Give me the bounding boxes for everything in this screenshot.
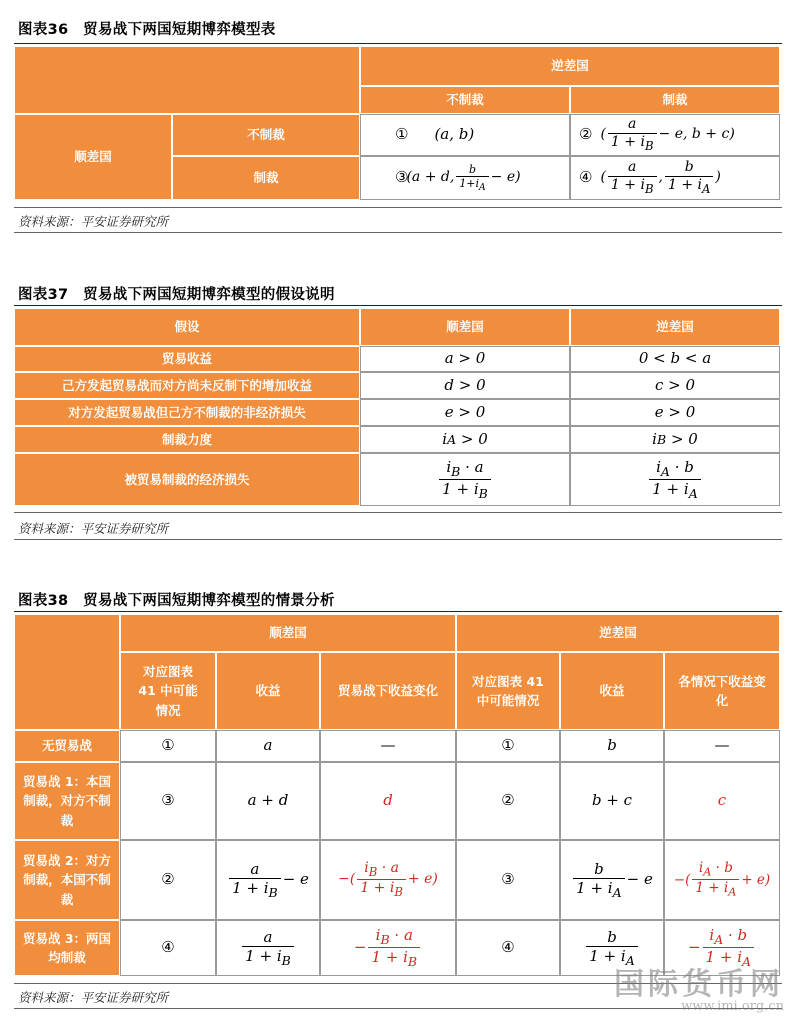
fig36-col-group: 逆差国 xyxy=(360,46,780,86)
fig38-change: −( $\frac{i_B \cdot a}{1 + i_B}$ + e) xyxy=(320,840,456,920)
fig38-sub-case: 对应图表 41 中可能情况 xyxy=(120,652,216,730)
fig36-source-rule xyxy=(14,232,782,233)
fig37-title: 图表37 贸易战下两国短期博弈模型的假设说明 xyxy=(18,287,335,303)
fig36-top-rule xyxy=(14,43,782,44)
fig38-row-label: 贸易战 1：本国制裁，对方不制裁 xyxy=(14,762,120,840)
fig37-row-label: 制裁力度 xyxy=(14,426,360,453)
watermark-url: www.imi.org.cn xyxy=(681,999,784,1014)
fig37-row-label: 贸易收益 xyxy=(14,346,360,372)
fig37-surplus-value: a > 0 xyxy=(360,346,570,372)
fig38-row-label: 贸易战 2：对方制裁，本国不制裁 xyxy=(14,840,120,920)
fig36-col-yes: 制裁 xyxy=(570,86,780,114)
fig37-top-rule xyxy=(14,305,782,306)
fig36-row-group: 顺差国 xyxy=(14,114,172,200)
fig37-bottom-rule xyxy=(14,512,782,513)
fig38-case: ② xyxy=(456,762,560,840)
fig37-row-label: 己方发起贸易战而对方尚未反制下的增加收益 xyxy=(14,372,360,399)
fig36-cell-12 xyxy=(570,114,780,156)
fig36-corner xyxy=(14,46,360,114)
fig38-gain: $\frac{a}{1 + i_B}$ xyxy=(216,920,320,976)
fig38-case: ③ xyxy=(120,762,216,840)
fig38-change: −( $\frac{i_A \cdot b}{1 + i_A}$ + e) xyxy=(664,840,780,920)
fig37-deficit-value: i B > 0 xyxy=(570,426,780,453)
fig38-sub-gain: 收益 xyxy=(560,652,664,730)
fig37-header-surplus: 顺差国 xyxy=(360,308,570,346)
fig38-change: c xyxy=(664,762,780,840)
fig38-gain: $\frac{b}{1 + i_A}$ xyxy=(560,920,664,976)
fig38-sub-change: 各情况下收益变化 xyxy=(664,652,780,730)
fig37-source-rule xyxy=(14,539,782,540)
fig36-title: 图表36 贸易战下两国短期博弈模型表 xyxy=(18,22,276,38)
fig37-header-deficit: 逆差国 xyxy=(570,308,780,346)
fig37-source: 资料来源：平安证券研究所 xyxy=(18,521,169,536)
fig38-group-deficit: 逆差国 xyxy=(456,614,780,652)
payoff-expr: ( $\frac{a}{1 + i_B}$ − e, b + c) xyxy=(600,116,735,153)
fig37-row-label: 被贸易制裁的经济损失 xyxy=(14,453,360,506)
fig37-row-label: 对方发起贸易战但己方不制裁的非经济损失 xyxy=(14,399,360,426)
fig37-deficit-value: 0 < b < a xyxy=(570,346,780,372)
fig38-case: ③ xyxy=(456,840,560,920)
fig38-group-surplus: 顺差国 xyxy=(120,614,456,652)
fig38-gain: a xyxy=(216,730,320,762)
fig38-change: d xyxy=(320,762,456,840)
fig38-title: 图表38 贸易战下两国短期博弈模型的情景分析 xyxy=(18,593,335,609)
fig38-gain: b xyxy=(560,730,664,762)
watermark-text: 国际货币网 xyxy=(614,967,784,1002)
fig36-cell-22 xyxy=(570,156,780,200)
watermark xyxy=(614,959,784,1014)
fig37-deficit-value: c > 0 xyxy=(570,372,780,399)
fig37-surplus-value: d > 0 xyxy=(360,372,570,399)
case-number: ② xyxy=(579,125,593,144)
case-number: ③ xyxy=(395,168,409,187)
fig38-change: — xyxy=(664,730,780,762)
payoff-expr: (a + d, $\frac{b}{1+i_A}$ − e) xyxy=(406,162,521,193)
fig38-corner xyxy=(14,614,120,730)
fig38-case: ① xyxy=(456,730,560,762)
fig36-cell-11 xyxy=(360,114,570,156)
fig37-surplus-value: $\frac{i_B \cdot a}{1 + i_B}$ xyxy=(360,453,570,506)
fig38-sub-change: 贸易战下收益变化 xyxy=(320,652,456,730)
fig37-surplus-value: i A > 0 xyxy=(360,426,570,453)
fig38-gain: $\frac{a}{1 + i_B}$ − e xyxy=(216,840,320,920)
fig38-source: 资料来源：平安证券研究所 xyxy=(18,990,169,1005)
fig38-change: — xyxy=(320,730,456,762)
fig36-col-no: 不制裁 xyxy=(360,86,570,114)
fig38-row-label: 贸易战 3：两国均制裁 xyxy=(14,920,120,976)
fig36-row-no: 不制裁 xyxy=(172,114,360,156)
fig38-top-rule xyxy=(14,611,782,612)
fig37-deficit-value: e > 0 xyxy=(570,399,780,426)
case-number: ④ xyxy=(579,168,593,187)
fig38-case: ① xyxy=(120,730,216,762)
fig37-deficit-value: $\frac{i_A \cdot b}{1 + i_A}$ xyxy=(570,453,780,506)
fig38-gain: b + c xyxy=(560,762,664,840)
payoff-expr: ( $\frac{a}{1 + i_B}$ , $\frac{b}{1 + i_A}$ ) xyxy=(600,159,721,196)
fig37-surplus-value: e > 0 xyxy=(360,399,570,426)
fig38-sub-case: 对应图表 41 中可能情况 xyxy=(456,652,560,730)
fig38-change: − $\frac{i_A \cdot b}{1 + i_A}$ xyxy=(664,920,780,976)
fig38-gain: a + d xyxy=(216,762,320,840)
fig36-bottom-rule xyxy=(14,207,782,208)
fig36-cell-21 xyxy=(360,156,570,200)
fig38-case: ② xyxy=(120,840,216,920)
fig38-sub-gain: 收益 xyxy=(216,652,320,730)
fig38-case: ④ xyxy=(456,920,560,976)
fig38-gain: $\frac{b}{1 + i_A}$ − e xyxy=(560,840,664,920)
fig36-source: 资料来源：平安证券研究所 xyxy=(18,214,169,229)
case-number: ① xyxy=(395,125,409,144)
fig38-case: ④ xyxy=(120,920,216,976)
fig37-header-assumption: 假设 xyxy=(14,308,360,346)
payoff-expr: (a, b) xyxy=(434,125,475,144)
fig36-row-yes: 制裁 xyxy=(172,156,360,200)
fig38-change: − $\frac{i_B \cdot a}{1 + i_B}$ xyxy=(320,920,456,976)
fig38-row-label: 无贸易战 xyxy=(14,730,120,762)
